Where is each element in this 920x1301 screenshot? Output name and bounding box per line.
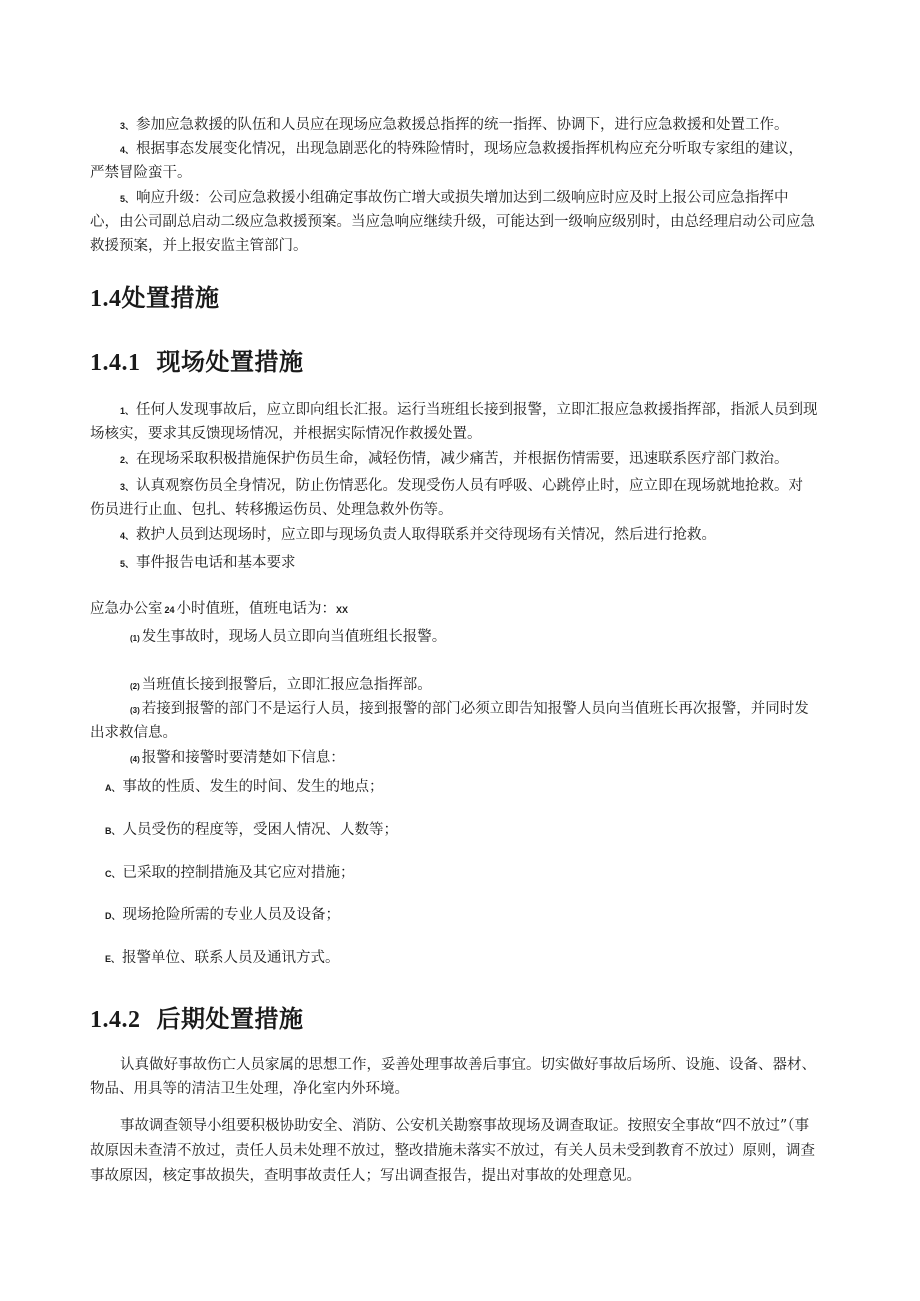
duty-suffix: 小时值班，值班电话为： [176,601,337,617]
item-text: 在现场采取积极措施保护伤员生命，减轻伤情，减少痛苦，并根据伤情需要，迅速联系医疗部门救治。 [136,451,789,467]
list-item-5 [120,551,296,576]
duty-hours: 24 [164,605,175,615]
item-text: 事件报告电话和基本要求 [136,555,296,571]
info-item-b [105,818,398,843]
step-4 [130,746,345,772]
item-text: 响应升级：公司应急救援小组确定事故伤亡增大或损失增加达到二级响应时应及时上报公司应急指挥中 [136,190,789,206]
info-item-a [105,775,384,800]
info-item-d [105,903,340,928]
section-heading-1-4 [90,282,220,315]
list-item-3 [120,474,803,499]
section-title: 后期处置措施 [156,1004,304,1033]
list-item-2 [120,447,789,472]
item-text: 根据事态发展变化情况，出现急剧恶化的特殊险情时，现场应急救援指挥机构应充分听取专家组的建议， [136,141,804,157]
step-3-cont: 出求救信息。 [90,725,177,741]
info-text: 人员受伤的程度等，受困人情况、人数等； [122,822,398,838]
paragraph-2: 事故调查领导小组要积极协助安全、消防、公安机关勘察事故现场及调查取证。按照安全事故“四不放过”（事 [120,1118,810,1134]
info-text: 报警单位、联系人员及通讯方式。 [122,950,340,966]
item-number: 5、 [120,194,135,204]
duty-line [90,597,350,622]
step-number: (4) [130,755,140,764]
paragraph-1-cont: 物品、用具等的清洁卫生处理，净化室内外环境。 [90,1081,409,1097]
item-number: 5、 [120,559,135,569]
section-number: 1.4 [90,286,122,312]
info-text: 事故的性质、发生的时间、发生的地点； [122,779,384,795]
list-item-4 [120,137,803,162]
paragraph-2-cont: 故原因未查清不放过，责任人员未处理不放过，整改措施未落实不放过，有关人员未受到教育不放过）原则，调查 [90,1143,815,1159]
step-number: (2) [130,682,140,691]
info-text: 已采取的控制措施及其它应对措施； [122,865,355,881]
list-item-4-cont: 严禁冒险蛮干。 [90,165,192,181]
step-number: (1) [130,634,140,643]
item-text: 认真观察伤员全身情况，防止伤情恶化。发现受伤人员有呼吸、心跳停止时，应立即在现场就地抢救。对 [136,478,804,494]
list-item-4 [120,523,716,548]
item-number: 4、 [120,145,135,155]
step-text: 发生事故时，现场人员立即向当值班组长报警。 [141,629,447,645]
duty-phone: XX [336,605,349,615]
section-number: 1.4.2 [90,1007,141,1033]
item-number: 3、 [120,482,135,492]
section-heading-1-4-1 [90,346,304,379]
info-letter: D、 [105,911,121,921]
section-title: 处置措施 [121,283,220,312]
item-text: 参加应急救援的队伍和人员应在现场应急救援总指挥的统一指挥、协调下，进行应急救援和处置工作。 [136,117,789,133]
step-2 [130,673,432,699]
step-text: 报警和接警时要清楚如下信息： [141,750,345,766]
section-title: 现场处置措施 [156,347,304,376]
list-item-1 [120,398,818,423]
step-1 [130,625,446,651]
list-item-5-cont: 心，由公司副总启动二级应急救援预案。当应急响应继续升级，可能达到一级响应级别时，由总经理启动公司应急 [90,214,815,230]
duty-prefix: 应急办公室 [90,601,163,617]
step-number: (3) [130,706,140,715]
step-text: 若接到报警的部门不是运行人员，接到报警的部门必须立即告知报警人员向当值班长再次报警，并同时发 [141,701,809,717]
step-3 [130,697,809,723]
paragraph-2-cont: 事故原因，核定事故损失，查明事故责任人；写出调查报告，提出对事故的处理意见。 [90,1168,641,1184]
list-item-3 [120,113,789,138]
step-text: 当班值长接到报警后，立即汇报应急指挥部。 [141,677,432,693]
item-number: 4、 [120,531,135,541]
info-letter: B、 [105,826,121,836]
info-letter: E、 [105,954,121,964]
info-letter: A、 [105,783,121,793]
info-item-c [105,861,355,886]
list-item-5 [120,186,789,211]
info-item-e [105,946,340,971]
list-item-1-cont: 场核实，要求其反馈现场情况，并根据实际情况作救援处置。 [90,426,482,442]
item-text: 救护人员到达现场时，应立即与现场负责人取得联系并交待现场有关情况，然后进行抢救。 [136,527,717,543]
item-text: 任何人发现事故后，应立即向组长汇报。运行当班组长接到报警，立即汇报应急救援指挥部，指派人员到现 [136,402,818,418]
info-text: 现场抢险所需的专业人员及设备； [122,907,340,923]
item-number: 2、 [120,455,135,465]
paragraph-1: 认真做好事故伤亡人员家属的思想工作，妥善处理事故善后事宜。切实做好事故后场所、设施、设备、器材、 [120,1057,816,1073]
info-letter: C、 [105,869,121,879]
item-number: 1、 [120,406,135,416]
item-number: 3、 [120,121,135,131]
section-number: 1.4.1 [90,350,141,376]
list-item-3-cont: 伤员进行止血、包扎、转移搬运伤员、处理急救外伤等。 [90,502,453,518]
list-item-5-cont: 救援预案，并上报安监主管部门。 [90,238,308,254]
section-heading-1-4-2 [90,1003,304,1036]
